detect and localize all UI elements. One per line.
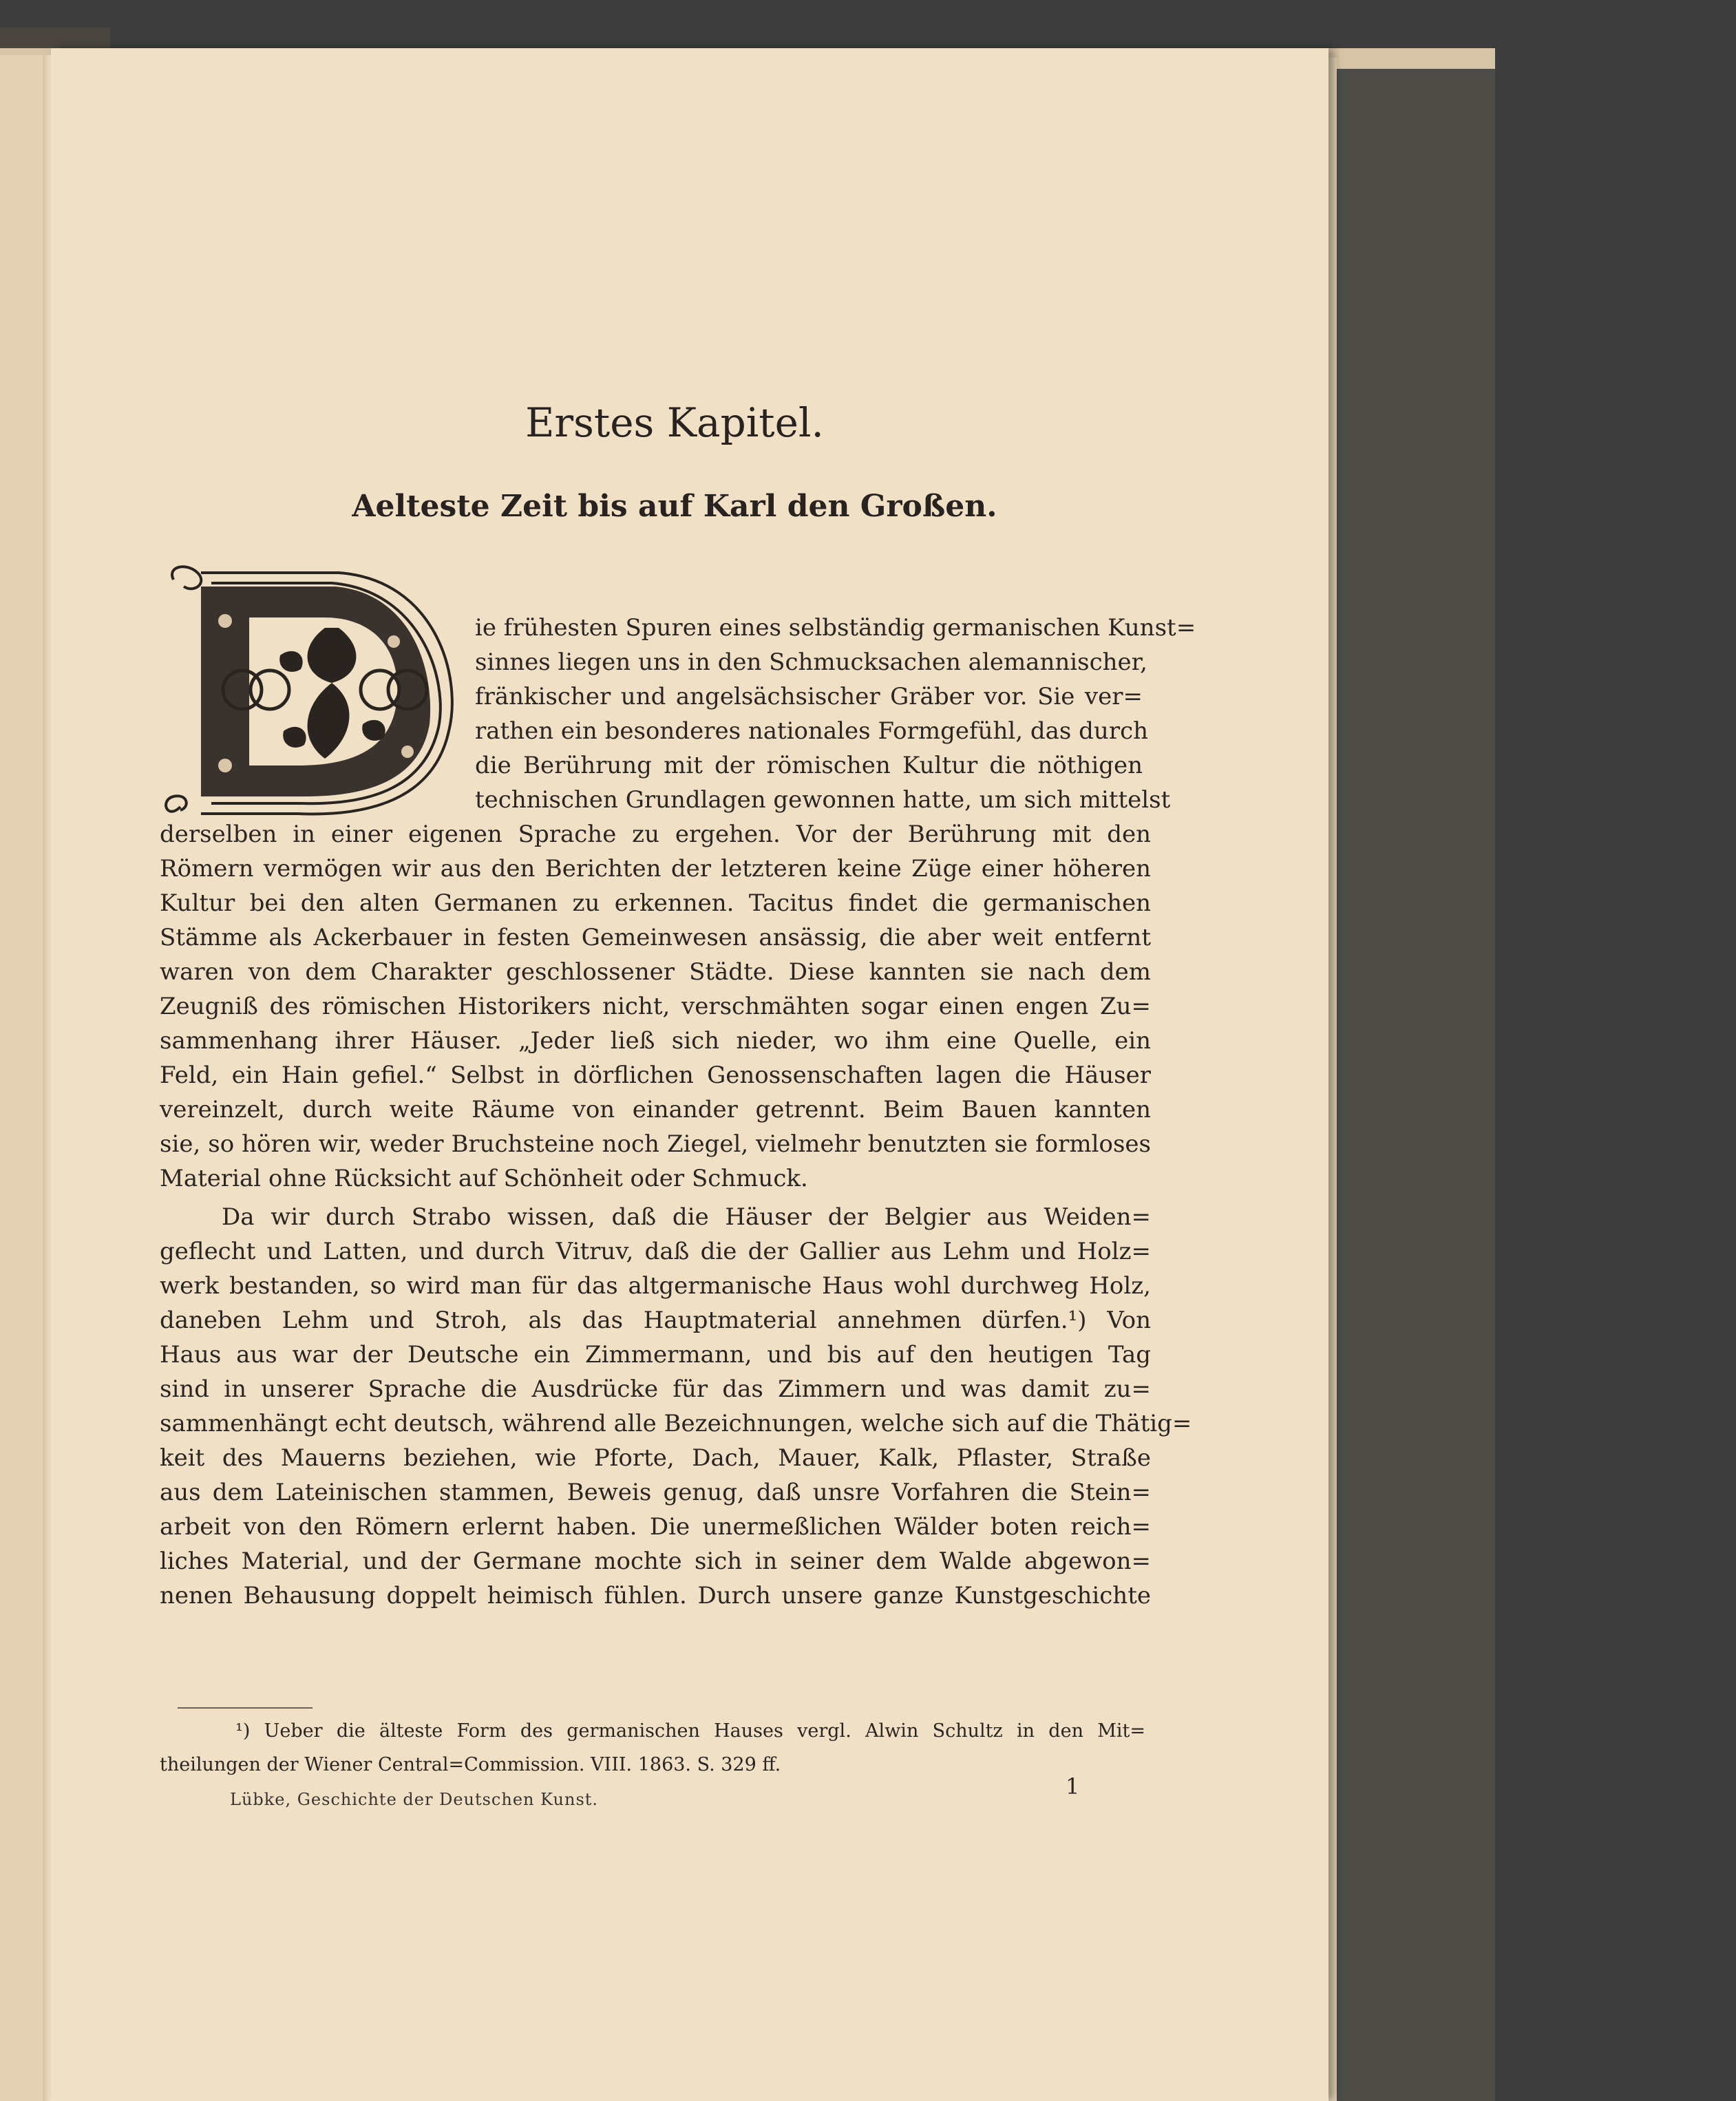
text-line: technischen Grundlagen gewonnen hatte, um sich mittelst bbox=[475, 786, 1171, 814]
text-line: sind in unserer Sprache die Ausdrücke für das Zimmern und was damit zu= bbox=[160, 1375, 1151, 1403]
text-line: Kultur bei den alten Germanen zu erkennen. Tacitus findet die germanischen bbox=[160, 889, 1151, 917]
text-line: Stämme als Ackerbauer in festen Gemeinwesen ansässig, die aber weit entfernt bbox=[160, 924, 1151, 951]
text-line: Material ohne Rücksicht auf Schönheit oder Schmuck. bbox=[160, 1165, 808, 1192]
text-line: Haus aus war der Deutsche ein Zimmermann, und bis auf den heutigen Tag bbox=[160, 1341, 1151, 1369]
text-line: derselben in einer eigenen Sprache zu ergehen. Vor der Berührung mit den bbox=[160, 821, 1151, 848]
text-line: waren von dem Charakter geschlossener Städte. Diese kannten sie nach dem bbox=[160, 958, 1151, 986]
text-line: die Berührung mit der römischen Kultur die nöthigen bbox=[475, 752, 1143, 779]
text-line: Zeugniß des römischen Historikers nicht, verschmähten sogar einen engen Zu= bbox=[160, 993, 1151, 1020]
text-line: sie, so hören wir, weder Bruchsteine noch Ziegel, vielmehr benutzten sie formloses bbox=[160, 1130, 1151, 1158]
signature-mark: Lübke, Geschichte der Deutschen Kunst. bbox=[230, 1790, 599, 1809]
text-line: fränkischer und angelsächsischer Gräber vor. Sie ver= bbox=[475, 683, 1143, 710]
text-line: daneben Lehm und Stroh, als das Hauptmaterial annehmen dürfen.¹) Von bbox=[160, 1307, 1151, 1334]
text-line: sammenhang ihrer Häuser. „Jeder ließ sich nieder, wo ihm eine Quelle, ein bbox=[160, 1027, 1151, 1055]
text-line: Feld, ein Hain gefiel.“ Selbst in dörflichen Genossenschaften lagen die Häuser bbox=[160, 1062, 1151, 1089]
chapter-subtitle: Aelteste Zeit bis auf Karl den Großen. bbox=[352, 489, 997, 524]
text-line: liches Material, und der Germane mochte sich in seiner dem Walde abgewon= bbox=[160, 1548, 1151, 1575]
text-line: werk bestanden, so wird man für das altgermanische Haus wohl durchweg Holz, bbox=[160, 1272, 1151, 1300]
page-number: 1 bbox=[1066, 1773, 1080, 1799]
text-line: sammenhängt echt deutsch, während alle Bezeichnungen, welche sich auf die Thätig= bbox=[160, 1410, 1192, 1437]
text-line: ie frühesten Spuren eines selbständig germanischen Kunst= bbox=[475, 614, 1196, 642]
text-line: Römern vermögen wir aus den Berichten der letzteren keine Züge einer höheren bbox=[160, 855, 1151, 883]
book-cover-board bbox=[1335, 69, 1495, 2101]
footnote-line: theilungen der Wiener Central=Commission. VIII. 1863. S. 329 ff. bbox=[160, 1754, 781, 1775]
ornamental-initial-d bbox=[160, 559, 469, 827]
text-line: keit des Mauerns beziehen, wie Pforte, Dach, Mauer, Kalk, Pflaster, Straße bbox=[160, 1444, 1151, 1472]
text-line: Da wir durch Strabo wissen, daß die Häuser der Belgier aus Weiden= bbox=[222, 1203, 1151, 1231]
text-line: rathen ein besonderes nationales Formgefühl, das durch bbox=[475, 717, 1149, 745]
text-line: geflecht und Latten, und durch Vitruv, daß die der Gallier aus Lehm und Holz= bbox=[160, 1238, 1151, 1265]
footnote-line: ¹) Ueber die älteste Form des germanischen Hauses vergl. Alwin Schultz in den Mit= bbox=[235, 1720, 1145, 1742]
text-line: aus dem Lateinischen stammen, Beweis genug, daß unsre Vorfahren die Stein= bbox=[160, 1479, 1151, 1506]
text-line: nenen Behausung doppelt heimisch fühlen. Durch unsere ganze Kunstgeschichte bbox=[160, 1582, 1151, 1609]
footnote-divider bbox=[178, 1707, 313, 1709]
text-line: vereinzelt, durch weite Räume von einander getrennt. Beim Bauen kannten bbox=[160, 1096, 1151, 1123]
chapter-title: Erstes Kapitel. bbox=[525, 399, 824, 446]
text-line: sinnes liegen uns in den Schmucksachen alemannischer, bbox=[475, 648, 1147, 676]
text-line: arbeit von den Römern erlernt haben. Die unermeßlichen Wälder boten reich= bbox=[160, 1513, 1151, 1541]
